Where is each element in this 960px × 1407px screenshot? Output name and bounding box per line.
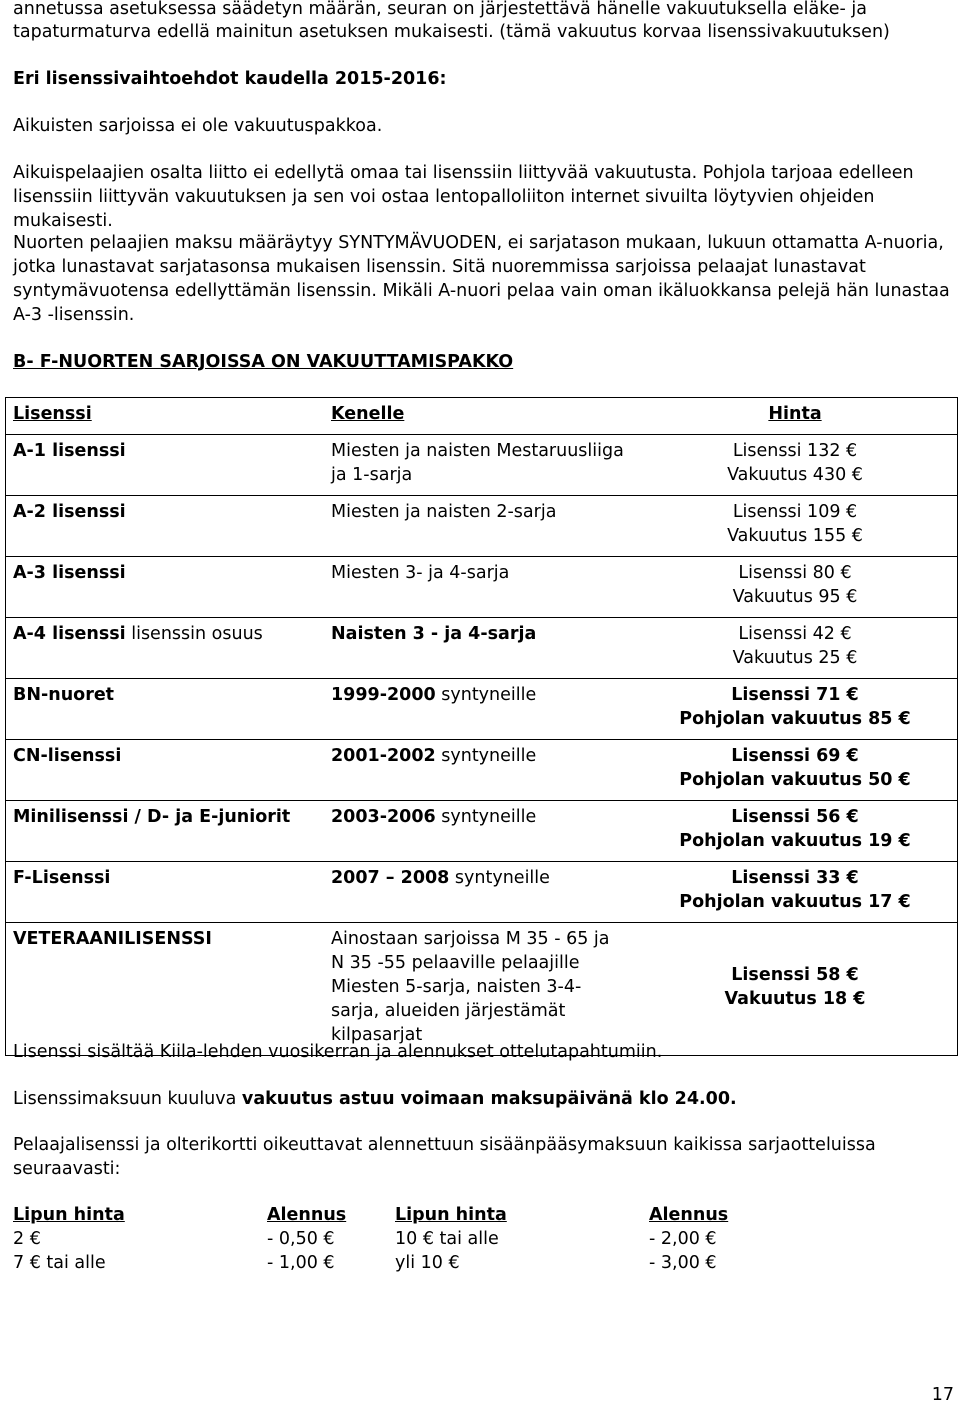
table-row	[6, 557, 958, 618]
price-insurance: Pohjolan vakuutus 19 €	[679, 831, 911, 851]
header-ticket-price-2: Lipun hinta	[395, 1205, 507, 1225]
license-name-bold: CN-lisenssi	[13, 746, 122, 766]
footnote-kiila: Lisenssi sisältää Kiila-lehden vuosikerran ja alennukset ottelutapahtumiin.	[13, 1042, 663, 1062]
for-whom-rest: Miesten ja naisten 2-sarja	[331, 502, 557, 522]
price-license: Lisenssi 58 €	[731, 965, 859, 985]
license-name	[6, 496, 325, 557]
page-number: 17	[931, 1385, 954, 1405]
price-insurance: Vakuutus 95 €	[732, 587, 858, 607]
table-row	[6, 801, 958, 862]
discount-2: - 3,00 €	[649, 1253, 717, 1273]
license-name	[6, 801, 325, 862]
header-license: Lisenssi	[6, 398, 325, 435]
license-price	[633, 679, 958, 740]
price-license: Lisenssi 42 €	[738, 624, 852, 644]
license-name-rest: lisenssin osuus	[125, 624, 263, 644]
license-table-header-row	[6, 398, 958, 435]
header-price: Hinta	[633, 398, 958, 435]
for-whom-bold: 1999-2000	[331, 685, 436, 705]
price-insurance: Pohjolan vakuutus 17 €	[679, 892, 911, 912]
for-whom-rest: syntyneille	[435, 807, 537, 827]
price-insurance: Vakuutus 25 €	[732, 648, 858, 668]
insurance-start-bold: vakuutus astuu voimaan maksupäivänä klo 24.00.	[241, 1089, 737, 1109]
price-license: Lisenssi 109 €	[732, 502, 858, 522]
license-price	[633, 496, 958, 557]
header-discount-2: Alennus	[649, 1205, 729, 1225]
section-heading-mandatory-insurance: B- F-NUORTEN SARJOISSA ON VAKUUTTAMISPAKKO	[13, 352, 514, 372]
intro-line-1: annetussa asetuksessa säädetyn määrän, seuran on järjestettävä hänelle vakuutuksella eläke- ja	[13, 0, 868, 19]
table-row	[6, 679, 958, 740]
price-license: Lisenssi 132 €	[732, 441, 858, 461]
license-name	[6, 679, 325, 740]
footnote-insurance-start: Lisenssimaksuun kuuluva vakuutus astuu voimaan maksupäivänä klo 24.00.	[13, 1089, 737, 1109]
license-name	[6, 862, 325, 923]
license-for-whom	[324, 862, 633, 923]
license-for-whom	[324, 740, 633, 801]
price-license: Lisenssi 80 €	[738, 563, 852, 583]
license-for-whom	[324, 923, 633, 1056]
price-insurance: Vakuutus 430 €	[727, 465, 863, 485]
for-whom-rest: syntyneille	[435, 746, 537, 766]
license-name-bold: A-3 lisenssi	[13, 563, 126, 583]
price-insurance: Pohjolan vakuutus 50 €	[679, 770, 911, 790]
discount-2: - 2,00 €	[649, 1229, 717, 1249]
table-row	[13, 1227, 728, 1251]
footnote-discount: Pelaajalisenssi ja olterikortti oikeuttavat alennettuun sisäänpääsymaksuun kaikissa sarjaotteluissa seuraavasti:	[13, 1135, 876, 1179]
for-whom-bold: 2001-2002	[331, 746, 436, 766]
license-price	[633, 740, 958, 801]
section-heading-license-options: Eri lisenssivaihtoehdot kaudella 2015-2016:	[13, 69, 447, 89]
paragraph-adult-series: Aikuisten sarjoissa ei ole vakuutuspakkoa.	[13, 116, 383, 136]
license-name-bold: VETERAANILISENSSI	[13, 929, 212, 949]
header-discount-1: Alennus	[267, 1205, 347, 1225]
for-whom-rest: Miesten ja naisten Mestaruusliiga ja 1-sarja	[331, 441, 624, 485]
license-for-whom	[324, 557, 633, 618]
license-price	[633, 618, 958, 679]
for-whom-rest: Ainostaan sarjoissa M 35 - 65 ja N 35 -55 pelaaville pelaajille Miesten 5-sarja, naisten 3-4-sarja, alueiden järjestämät kilpasarjat	[331, 929, 610, 1045]
price-license: Lisenssi 71 €	[731, 685, 859, 705]
price-insurance: Vakuutus 155 €	[727, 526, 863, 546]
license-for-whom	[324, 801, 633, 862]
table-row	[6, 435, 958, 496]
license-price	[633, 862, 958, 923]
price-insurance: Vakuutus 18 €	[724, 989, 866, 1009]
license-name-bold: F-Lisenssi	[13, 868, 111, 888]
intro-line-2: tapaturmaturva edellä mainitun asetuksen mukaisesti. (tämä vakuutus korvaa lisenssivakuutuksen)	[13, 22, 890, 42]
ticket-price-1: 2 €	[13, 1229, 41, 1249]
ticket-discount-table	[13, 1203, 728, 1275]
price-license: Lisenssi 56 €	[731, 807, 859, 827]
license-name	[6, 618, 325, 679]
table-row	[13, 1251, 728, 1275]
license-for-whom	[324, 496, 633, 557]
license-name-bold: A-4 lisenssi	[13, 624, 126, 644]
license-name	[6, 557, 325, 618]
license-name-bold: BN-nuoret	[13, 685, 115, 705]
license-name-bold: A-2 lisenssi	[13, 502, 126, 522]
table-row	[6, 923, 958, 1056]
table-row	[6, 862, 958, 923]
discount-1: - 0,50 €	[267, 1229, 335, 1249]
table-row	[6, 618, 958, 679]
for-whom-rest: syntyneille	[449, 868, 550, 888]
for-whom-bold: 2003-2006	[331, 807, 436, 827]
price-license: Lisenssi 33 €	[731, 868, 859, 888]
table-row	[6, 496, 958, 557]
license-name-bold: A-1 lisenssi	[13, 441, 126, 461]
license-for-whom	[324, 435, 633, 496]
ticket-table-header-row	[13, 1203, 728, 1227]
license-price	[633, 435, 958, 496]
license-price	[633, 923, 958, 1056]
for-whom-bold: 2007 – 2008	[331, 868, 450, 888]
license-price	[633, 801, 958, 862]
for-whom-rest: syntyneille	[435, 685, 537, 705]
price-license: Lisenssi 69 €	[731, 746, 859, 766]
ticket-price-2: yli 10 €	[395, 1253, 460, 1273]
discount-1: - 1,00 €	[267, 1253, 335, 1273]
ticket-price-2: 10 € tai alle	[395, 1229, 499, 1249]
license-for-whom	[324, 679, 633, 740]
paragraph-adult-insurance: Aikuispelaajien osalta liitto ei edellytä omaa tai lisenssiin liittyvää vakuutusta. Pohjola tarjoaa edelleen lisenssiin liittyvän vakuutuksen ja sen voi ostaa lentopalloliiton internet sivuilta löytyvien ohjeiden mukaisesti.	[13, 163, 914, 231]
license-name	[6, 923, 325, 1056]
license-for-whom	[324, 618, 633, 679]
ticket-price-1: 7 € tai alle	[13, 1253, 106, 1273]
license-table	[5, 397, 958, 1056]
header-for-whom: Kenelle	[324, 398, 633, 435]
for-whom-bold: Naisten 3 - ja 4-sarja	[331, 624, 537, 644]
price-insurance: Pohjolan vakuutus 85 €	[679, 709, 911, 729]
license-name	[6, 435, 325, 496]
license-name	[6, 740, 325, 801]
header-ticket-price-1: Lipun hinta	[13, 1205, 125, 1225]
for-whom-rest: Miesten 3- ja 4-sarja	[331, 563, 510, 583]
paragraph-youth-fees: Nuorten pelaajien maksu määräytyy SYNTYMÄVUODEN, ei sarjatason mukaan, lukuun ottamatta A-nuoria, jotka lunastavat sarjatasonsa mukaisen lisenssin. Sitä nuoremmissa sarjoissa pelaajat lunastavat syntymävuotensa edellyttämän lisenssin. Mikäli A-nuori pelaa vain oman ikäluokkansa pelejä hän lunastaa A-3 -lisenssin.	[13, 233, 950, 325]
table-row	[6, 740, 958, 801]
license-price	[633, 557, 958, 618]
license-name-bold: Minilisenssi / D- ja E-juniorit	[13, 807, 291, 827]
